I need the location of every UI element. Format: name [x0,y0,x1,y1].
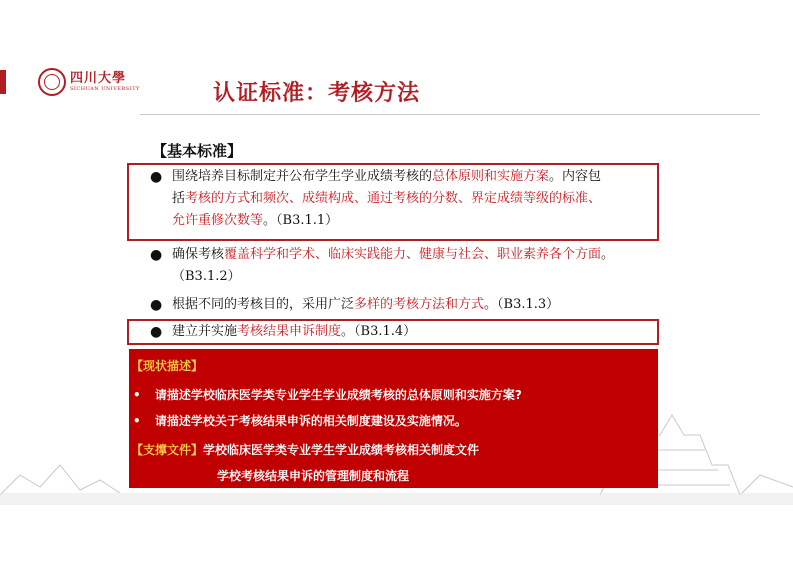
standard-item-2: ● 确保考核覆盖科学和学术、临床实践能力、健康与社会、职业素养各个方面。 （B3.1.2） [150,244,670,288]
support-doc-1: 学校临床医学类专业学生学业成绩考核相关制度文件 [203,443,480,457]
university-logo [38,68,140,96]
bullet-icon: • [133,414,141,428]
support-doc-2: 学校考核结果申诉的管理制度和流程 [217,469,410,483]
university-seal-icon [38,68,66,96]
bullet-icon: ● [150,297,163,313]
basic-standard-heading: 【基本标准】 [152,142,243,160]
page-title: 认证标准：考核方法 [213,81,421,106]
support-documents-label: 【支撑文件】 [131,443,204,457]
bullet-icon: • [133,388,141,402]
status-bullet-2: • 请描述学校关于考核结果申诉的相关制度建设及实施情况。 [133,414,467,428]
bullet-icon: ● [150,169,163,185]
status-heading: 【现状描述】 [131,359,204,373]
logo-chinese-text: 四川大學 [70,71,127,86]
logo-english-text: SICHUAN UNIVERSITY [70,86,140,92]
header-accent-bar [0,70,6,94]
standard-item-1: ● 围绕培养目标制定并公布学生学业成绩考核的总体原则和实施方案。内容包 括考核的方式和频次、成绩构成、通过考核的分数、界定成绩等级的标准、 允许重修次数等。（B3.1.1） [150,166,655,232]
standard-item-3: ● 根据不同的考核目的，采用广泛多样的考核方法和方式。（B3.1.3） [150,294,670,316]
status-description-panel [129,349,658,488]
standard-item-4: ● 建立并实施考核结果申诉制度。（B3.1.4） [150,321,655,343]
title-divider [140,114,760,115]
support-documents-row [131,441,479,458]
status-bullet-1: • 请描述学校临床医学类专业学生学业成绩考核的总体原则和实施方案? [133,388,522,402]
bullet-icon: ● [150,247,163,263]
bullet-icon: ● [150,324,163,340]
